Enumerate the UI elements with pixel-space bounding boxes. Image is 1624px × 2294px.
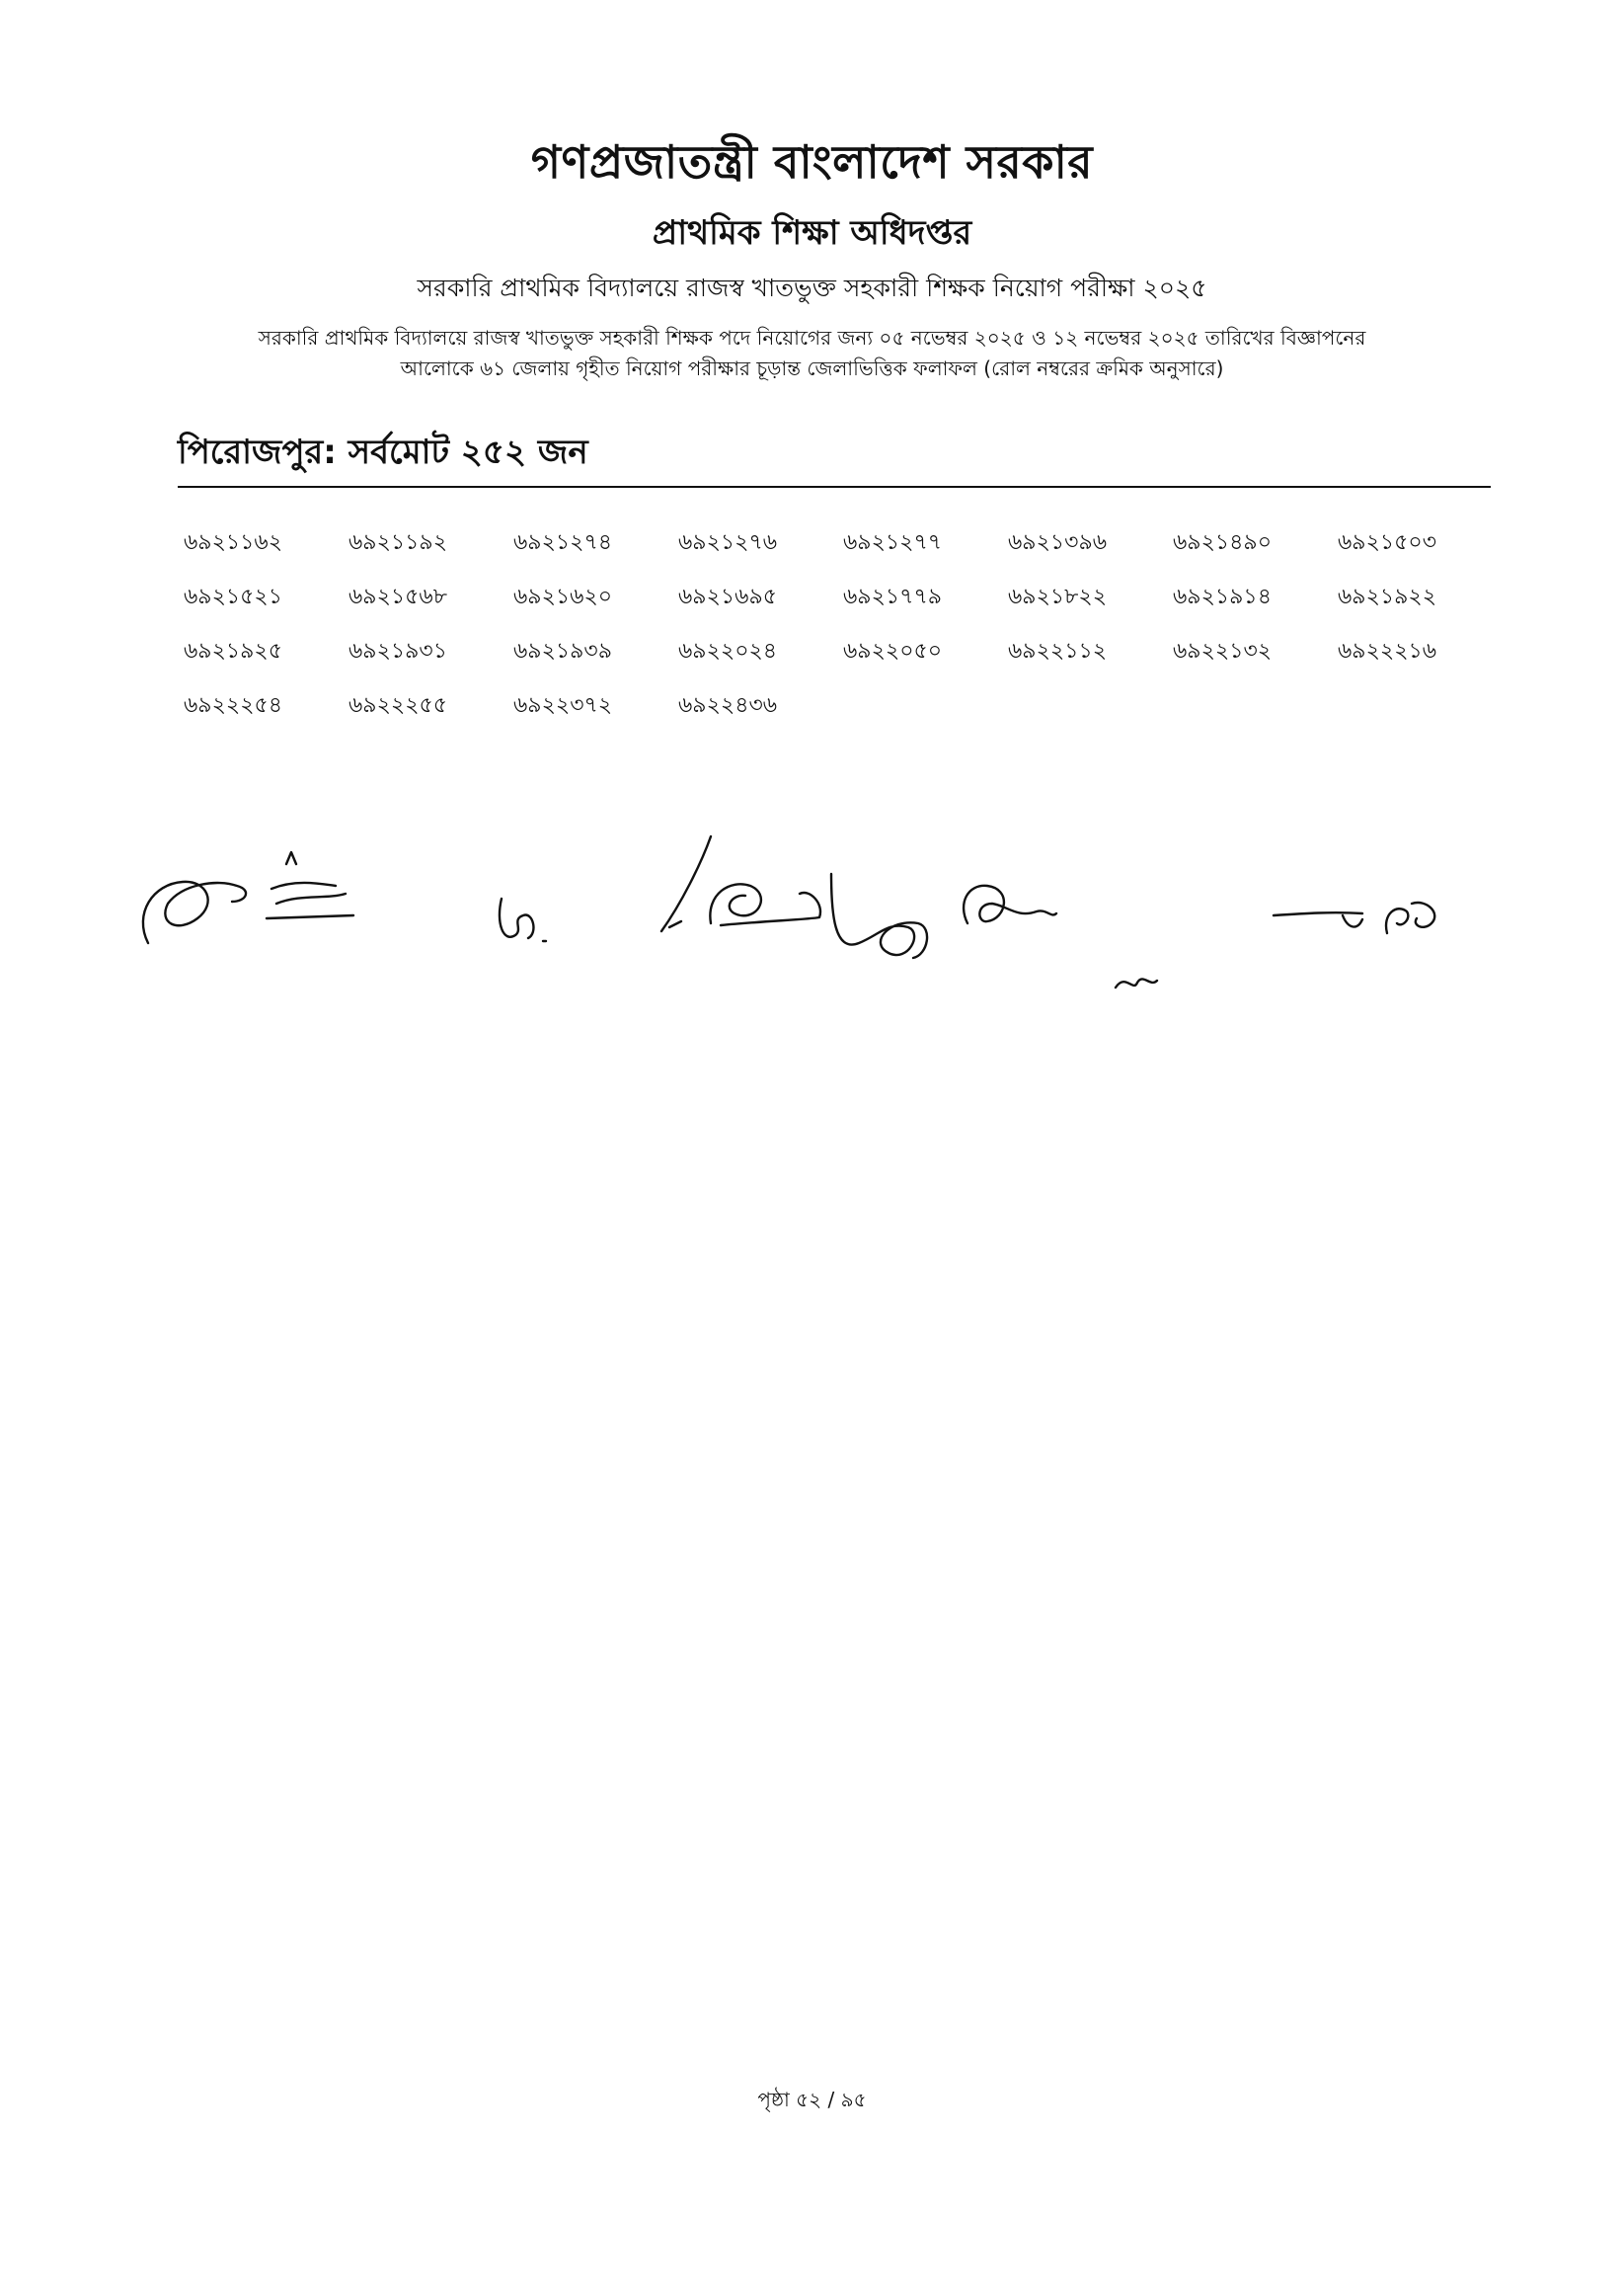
- roll-number: ৬৯২২৩৭২: [513, 693, 613, 718]
- signature-8: [1116, 979, 1157, 988]
- signature-4: [661, 836, 711, 931]
- signatures-area: [128, 825, 1530, 1022]
- roll-number: ৬৯২১১৬২: [184, 530, 283, 555]
- signature-7: [964, 886, 1056, 923]
- roll-number: ৬৯২২২১৬: [1338, 639, 1437, 664]
- roll-number: ৬৯২১৯২৫: [184, 639, 283, 664]
- roll-number: ৬৯২২১৩২: [1173, 639, 1273, 664]
- roll-number: ৬৯২১২৭৬: [678, 530, 778, 555]
- roll-number: ৬৯২১৮২২: [1008, 585, 1108, 609]
- description-line-2: আলোকে ৬১ জেলায় গৃহীত নিয়োগ পরীক্ষার চূড়ান্ত জেলাভিত্তিক ফলাফল (রোল নম্বরের ক্রমিক অনুসারে): [400, 356, 1224, 380]
- roll-number: ৬৯২১৫০৩: [1338, 530, 1437, 555]
- roll-number: ৬৯২১৯২২: [1338, 585, 1437, 609]
- roll-number: ৬৯২১৪৯০: [1173, 530, 1273, 555]
- roll-number: ৬৯২২০৫০: [843, 639, 943, 664]
- roll-number: ৬৯২২১১২: [1008, 639, 1108, 664]
- roll-number-grid: [184, 525, 1487, 743]
- roll-number: ৬৯২১৯১৪: [1173, 585, 1272, 609]
- signature-1: [143, 882, 246, 943]
- description-line-1: সরকারি প্রাথমিক বিদ্যালয়ে রাজস্ব খাতভুক্ত সহকারী শিক্ষক পদে নিয়োগের জন্য ০৫ নভেম্বর ২০২৫ ও ১২ নভেম্বর ২০২৫ তারিখের বিজ্ঞাপনের: [258, 326, 1366, 350]
- signature-9: [1274, 903, 1434, 933]
- signature-6: [831, 874, 927, 958]
- exam-description: [138, 323, 1486, 384]
- district-heading: পিরোজপুর: সর্বমোট ২৫২ জন: [178, 433, 588, 472]
- exam-title: সরকারি প্রাথমিক বিদ্যালয়ে রাজস্ব খাতভুক্ত সহকারী শিক্ষক নিয়োগ পরীক্ষা ২০২৫: [417, 274, 1207, 302]
- roll-number: ৬৯২১৯৩৯: [513, 639, 613, 664]
- roll-number: ৬৯২১৬২০: [513, 585, 613, 609]
- roll-number: ৬৯২১৩৯৬: [1008, 530, 1108, 555]
- signature-5: [710, 884, 820, 925]
- roll-number: ৬৯২১২৭৭: [843, 530, 943, 555]
- roll-number: ৬৯২১৫২১: [184, 585, 283, 609]
- roll-number: ৬৯২২২৫৫: [348, 693, 448, 718]
- roll-number: ৬৯২১৭৭৯: [843, 585, 943, 609]
- roll-number: ৬৯২২২৫৪: [184, 693, 283, 718]
- page-number: পৃষ্ঠা ৫২ / ৯৫: [757, 2088, 867, 2111]
- roll-number: ৬৯২১৫৬৮: [348, 585, 448, 609]
- roll-number: ৬৯২১২৭৪: [513, 530, 613, 555]
- signature-3: [500, 899, 546, 941]
- roll-number: ৬৯২১৯৩১: [348, 639, 448, 664]
- government-title: গণপ্রজাতন্ত্রী বাংলাদেশ সরকার: [530, 135, 1094, 189]
- roll-number: ৬৯২২০২৪: [678, 639, 778, 664]
- roll-number: ৬৯২২৪৩৬: [678, 693, 778, 718]
- directorate-title: প্রাথমিক শিক্ষা অধিদপ্তর: [652, 213, 972, 253]
- heading-divider: [178, 486, 1491, 488]
- roll-number: ৬৯২১৬৯৫: [678, 585, 778, 609]
- signature-2: [267, 852, 353, 918]
- roll-number: ৬৯২১১৯২: [348, 530, 448, 555]
